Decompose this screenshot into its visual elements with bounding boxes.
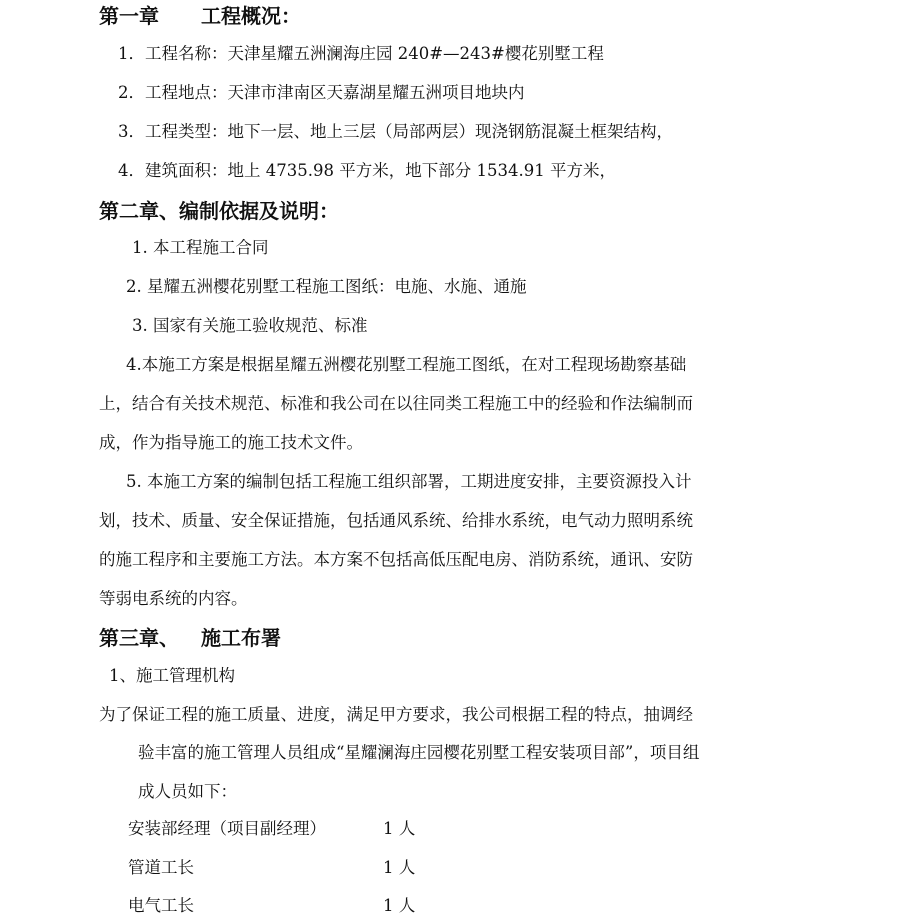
chapter1-title: 工程概况：	[201, 4, 301, 28]
staff-role-pipe-foreman: 管道工长	[128, 858, 194, 877]
staff-count-electrical-foreman: 1 人	[383, 896, 416, 915]
chapter2-para5-line3: 的施工程序和主要施工方法。本方案不包括高低压配电房、消防系统，通讯、安防	[99, 550, 693, 569]
chapter1-heading	[99, 4, 301, 28]
staff-count-install-manager: 1 人	[383, 819, 416, 838]
chapter2-item-contract: 1. 本工程施工合同	[132, 238, 269, 257]
chapter2-para4-line1: 4.本施工方案是根据星耀五洲樱花别墅工程施工图纸，在对工程现场勘察基础	[126, 355, 687, 374]
chapter2-heading: 第二章、编制依据及说明：	[99, 199, 339, 223]
chapter2-para5-line1: 5. 本施工方案的编制包括工程施工组织部署，工期进度安排，主要资源投入计	[126, 472, 692, 491]
chapter3-subheading: 1、施工管理机构	[109, 666, 235, 685]
chapter2-item-standards: 3. 国家有关施工验收规范、标准	[132, 316, 368, 335]
chapter3-para-line1: 为了保证工程的施工质量、进度，满足甲方要求，我公司根据工程的特点，抽调经	[99, 705, 693, 724]
chapter1-item-name: 1．工程名称：天津星耀五洲澜海庄园 240#—243#樱花别墅工程	[118, 44, 604, 63]
chapter1-number: 第一章	[99, 4, 159, 28]
chapter2-para5-line4: 等弱电系统的内容。	[99, 589, 248, 608]
chapter2-para5-line2: 划，技术、质量、安全保证措施，包括通风系统、给排水系统，电气动力照明系统	[99, 511, 693, 530]
chapter1-item-location: 2．工程地点：天津市津南区天嘉湖星耀五洲项目地块内	[118, 83, 525, 102]
chapter3-number: 第三章、	[99, 626, 179, 650]
chapter2-item-drawings: 2. 星耀五洲樱花别墅工程施工图纸：电施、水施、通施	[126, 277, 527, 296]
staff-count-pipe-foreman: 1 人	[383, 858, 416, 877]
chapter3-para-line3: 成人员如下：	[138, 782, 237, 801]
chapter3-title: 施工布署	[201, 626, 281, 650]
chapter3-heading	[99, 626, 281, 650]
staff-role-install-manager: 安装部经理（项目副经理）	[128, 819, 326, 838]
chapter1-item-type: 3．工程类型：地下一层、地上三层（局部两层）现浇钢筋混凝土框架结构，	[118, 122, 673, 141]
staff-role-electrical-foreman: 电气工长	[128, 896, 194, 915]
chapter3-para-line2: 验丰富的施工管理人员组成“星耀澜海庄园樱花别墅工程安装项目部”，项目组	[138, 743, 700, 762]
chapter2-para4-line3: 成，作为指导施工的施工技术文件。	[99, 433, 363, 452]
chapter1-item-area: 4．建筑面积：地上 4735.98 平方米，地下部分 1534.91 平方米，	[118, 161, 616, 180]
chapter2-para4-line2: 上，结合有关技术规范、标准和我公司在以往同类工程施工中的经验和作法编制而	[99, 394, 693, 413]
